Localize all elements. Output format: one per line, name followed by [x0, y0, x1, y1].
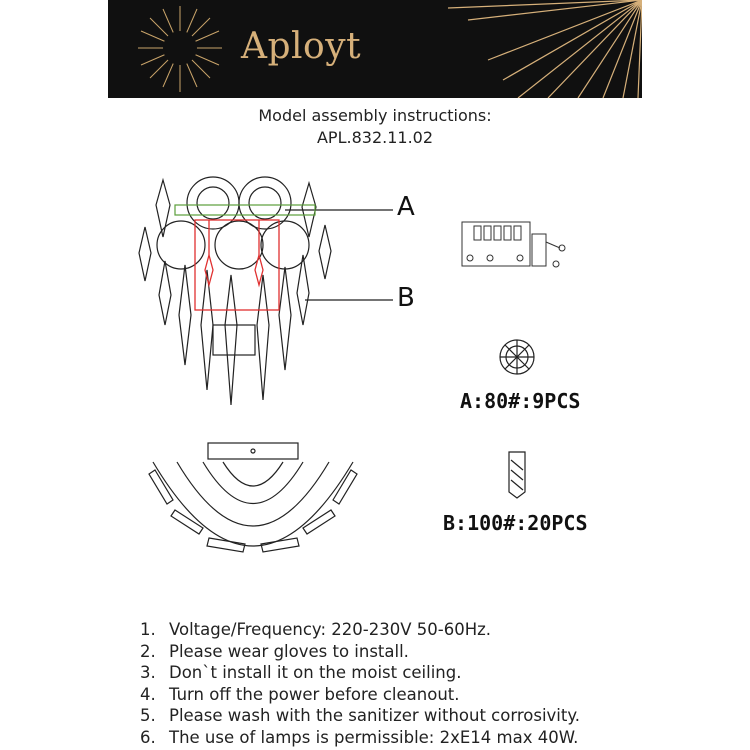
note-item: 5. Please wash with the sanitizer without corrosivity.: [140, 706, 581, 725]
note-item: 3. Don`t install it on the moist ceiling.: [140, 663, 462, 682]
brand-banner: [108, 0, 642, 98]
crystal-b-icon: [505, 450, 529, 500]
part-a-label: A:80#:9PCS: [460, 389, 581, 413]
brand-logo: Aployt: [241, 26, 362, 67]
callout-b: B: [397, 283, 415, 313]
note-item: 1. Voltage/Frequency: 220-230V 50-60Hz.: [140, 620, 492, 639]
crystal-a-icon: [497, 337, 537, 377]
model-number: APL.832.11.02: [316, 128, 434, 147]
fixture-top-view: [145, 440, 360, 565]
note-item: 6. The use of lamps is permissible: 2xE14 max 40W.: [140, 727, 579, 747]
note-item: 4. Turn off the power before cleanout.: [140, 684, 460, 704]
sunburst-graphic: [108, 0, 642, 98]
notes-list: [140, 619, 580, 748]
callout-a: A: [397, 192, 415, 222]
part-b-label: B:100#:20PCS: [443, 511, 588, 535]
note-item: 2. Please wear gloves to install.: [140, 641, 409, 661]
terminal-block-diagram: [460, 218, 570, 273]
fixture-front-view: [135, 175, 410, 410]
page-title: Model assembly instructions:: [258, 106, 492, 125]
